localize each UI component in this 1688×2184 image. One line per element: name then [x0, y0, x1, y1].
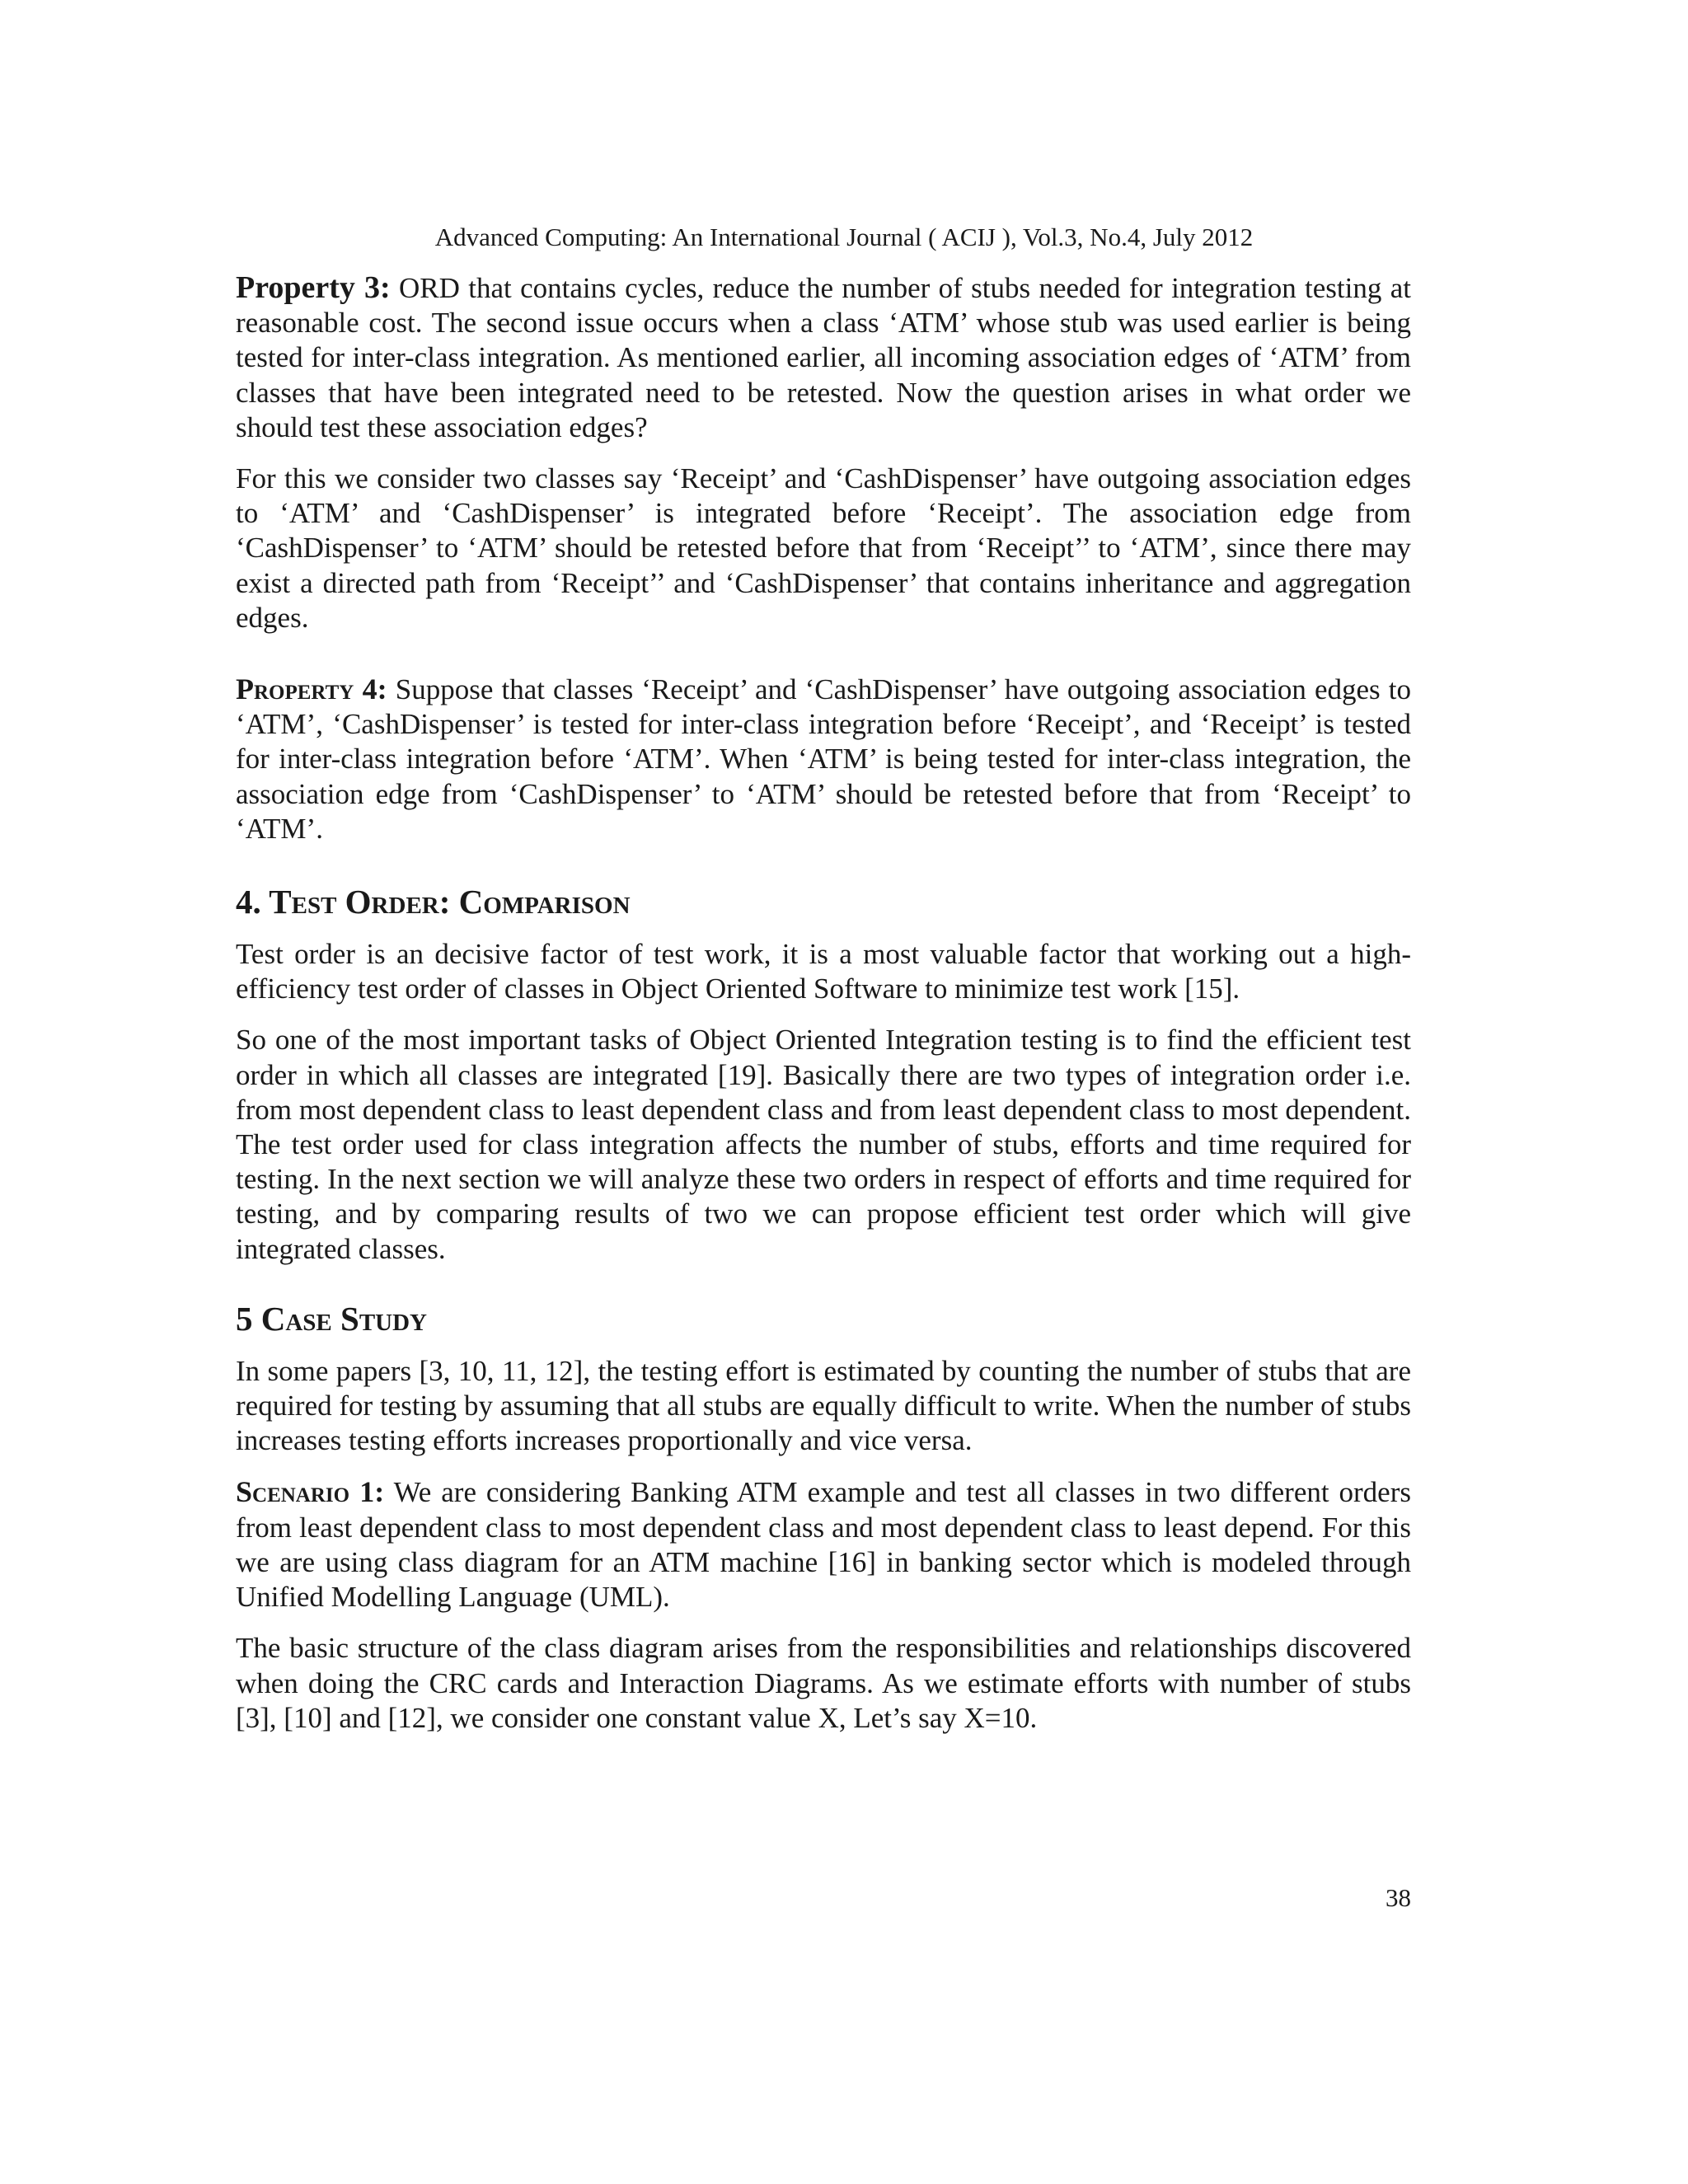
scenario-1-paragraph: [236, 1474, 1411, 1615]
running-header: Advanced Computing: An International Journal ( ACIJ ), Vol.3, No.4, July 2012: [434, 223, 1254, 251]
section-4-paragraph-1: Test order is an decisive factor of test work, it is a most valuable factor that working out a high-efficiency test order of classes in Object Oriented Software to minimize test work [15].: [236, 938, 1411, 1005]
property-4-paragraph: [236, 672, 1411, 846]
section-5-paragraph-1: In some papers [3, 10, 11, 12], the testing effort is estimated by counting the number of stubs that are required for testing by assuming that all stubs are equally difficult to write. When the number of stubs increases testing efforts increases proportionally and vice versa.: [236, 1354, 1411, 1457]
section-5-paragraph-3: The basic structure of the class diagram arises from the responsibilities and relationships discovered when doing the CRC cards and Interaction Diagrams. As we estimate efforts with number of stubs [3], [10] and [12], we consider one constant value X, Let’s say X=10.: [236, 1632, 1411, 1734]
property-3-label: Property 3:: [236, 270, 391, 305]
page-number: 38: [1386, 1883, 1411, 1912]
section-4-paragraph-2: So one of the most important tasks of Object Oriented Integration testing is to find the efficient test order in which all classes are integrated [19]. Basically there are two types of integration order i.e. from most dependent class to least dependent class and from least dependent class to most dependent. The test order used for class integration affects the number of stubs, efforts and time required for testing. In the next section we will analyze these two orders in respect of efforts and time required for testing, and by comparing results of two we can propose efficient test order which will give integrated classes.: [236, 1024, 1411, 1265]
property-4-text: Suppose that classes ‘Receipt’ and ‘CashDispenser’ have outgoing association edges to ‘ATM’, ‘CashDispenser’ is tested for inter-class integration before ‘Receipt’, and ‘Receipt’ is tested for inter-class integration before ‘ATM’. When ‘ATM’ is being tested for inter-class integration, the association edge from ‘CashDispenser’ to ‘ATM’ should be retested before that from ‘Receipt’ to ‘ATM’.: [236, 673, 1411, 845]
page-body: [236, 270, 1411, 1736]
receipt-cashdispenser-paragraph: For this we consider two classes say ‘Receipt’ and ‘CashDispenser’ have outgoing association edges to ‘ATM’ and ‘CashDispenser’ is integrated before ‘Receipt’. The association edge from ‘CashDispenser’ to ‘ATM’ should be retested before that from ‘Receipt’’ to ‘ATM’, since there may exist a directed path from ‘Receipt’’ and ‘CashDispenser’ that contains inheritance and aggregation edges.: [236, 462, 1411, 634]
scenario-1-text: We are considering Banking ATM example and test all classes in two different orders from least dependent class to most dependent class and most dependent class to least depend. For this we are using class diagram for an ATM machine [16] in banking sector which is modeled through Unified Modelling Language (UML).: [236, 1476, 1411, 1614]
section-4-heading: 4. Test Order: Comparison: [236, 883, 631, 921]
property-3-text: ORD that contains cycles, reduce the number of stubs needed for integration testing at reasonable cost. The second issue occurs when a class ‘ATM’ whose stub was used earlier is being tested for inter-class integration. As mentioned earlier, all incoming association edges of ‘ATM’ from classes that have been integrated need to be retested. Now the question arises in what order we should test these association edges?: [236, 272, 1411, 443]
section-5-heading: 5 Case Study: [236, 1299, 427, 1338]
property-4-label: Property 4:: [236, 673, 387, 706]
scenario-1-label: Scenario 1:: [236, 1475, 385, 1509]
property-3-paragraph: [236, 270, 1411, 445]
